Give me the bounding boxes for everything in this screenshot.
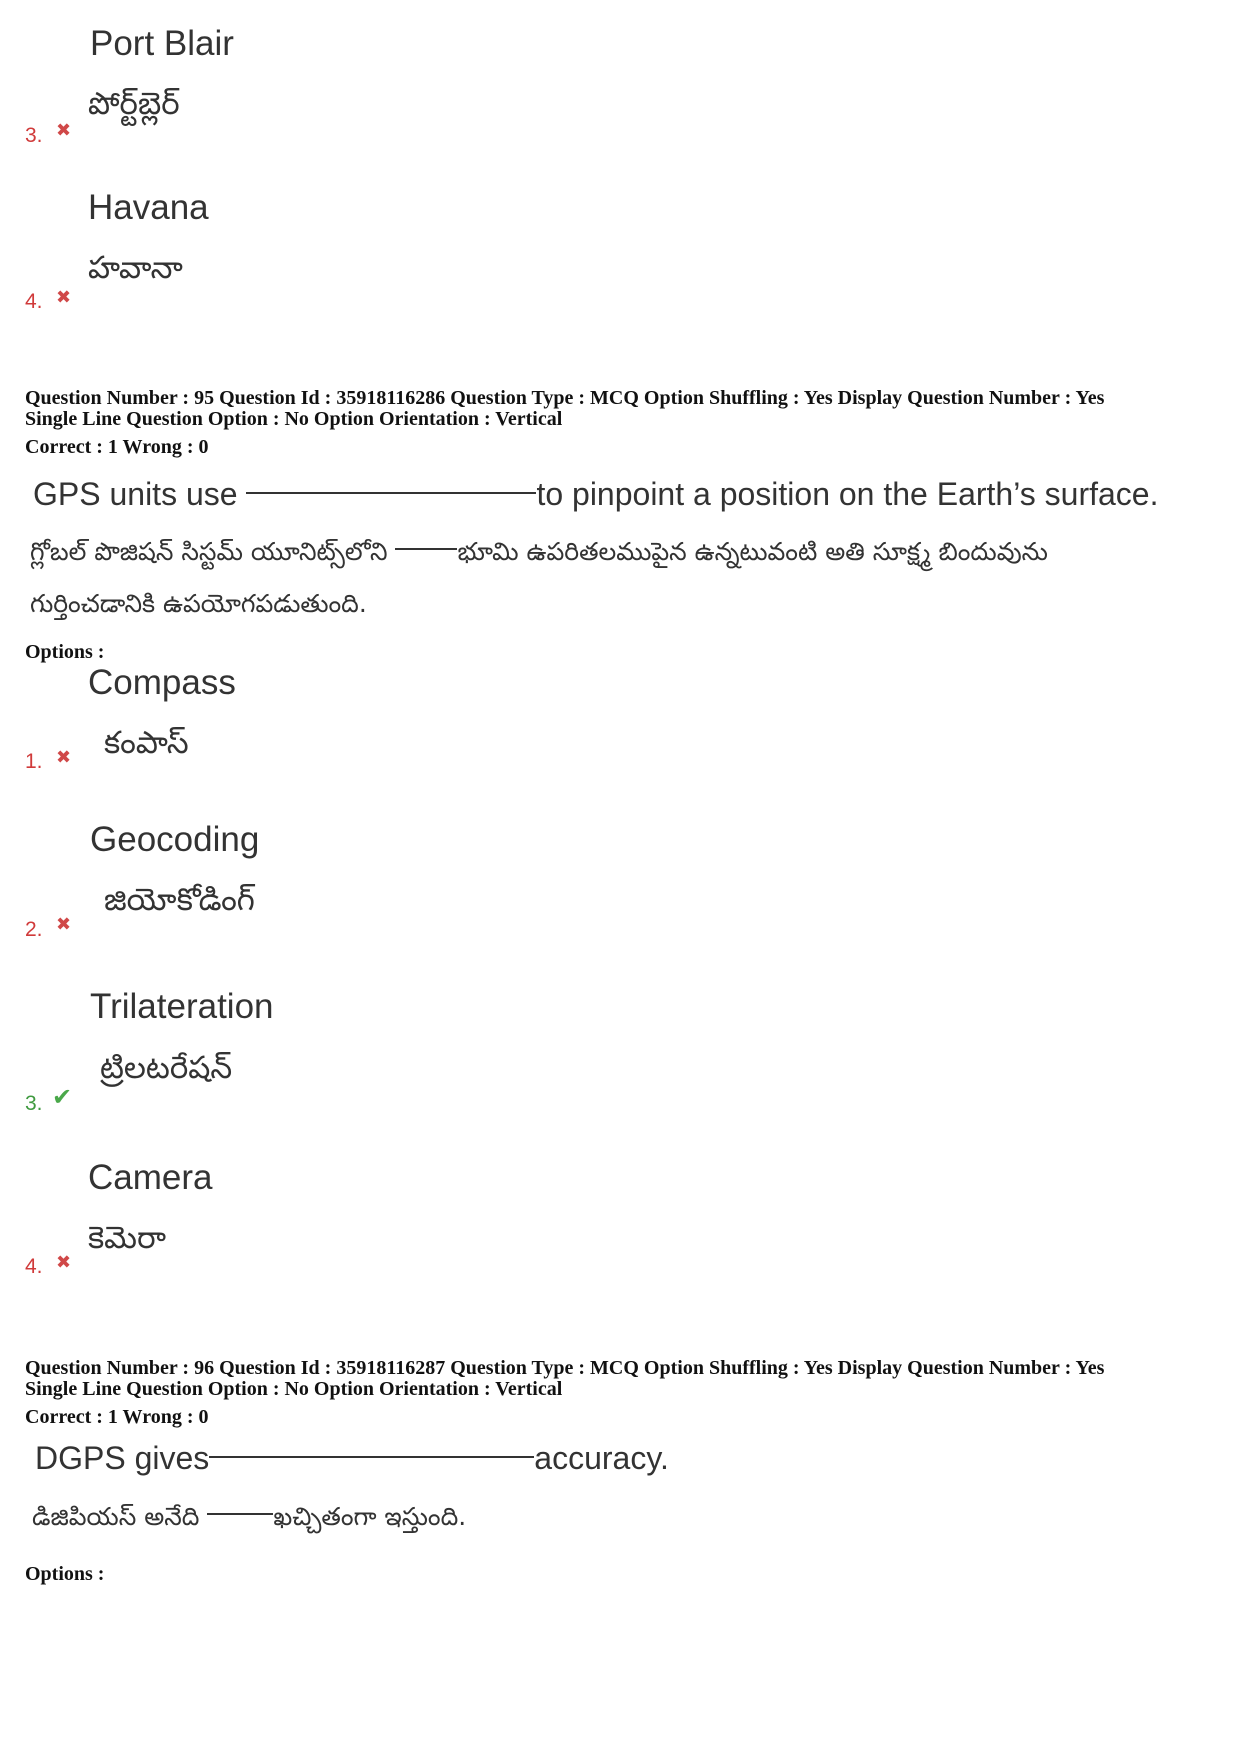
question-text-part: GPS units use: [33, 476, 247, 512]
question-text-telugu: గుర్తించడానికి ఉపయోగపడుతుంది.: [30, 589, 367, 618]
answer-blank: [207, 1513, 273, 1515]
option-number: 1.: [25, 750, 43, 773]
option-english-text: Port Blair: [90, 24, 234, 63]
question-text-part: ఖచ్చితంగా ఇస్తుంది.: [273, 1502, 467, 1531]
question-text-english: [35, 1440, 669, 1477]
option-english-text: Geocoding: [90, 820, 260, 859]
option-number: 4.: [25, 290, 43, 313]
question-text-telugu: [32, 1502, 466, 1538]
question-text-part: డిజిపియస్ అనేది: [32, 1502, 208, 1531]
option-number: 3.: [25, 1092, 43, 1115]
option-english-text: Trilateration: [90, 987, 274, 1026]
answer-blank: [395, 548, 457, 550]
question-text-part: భూమి ఉపరితలముపైన ఉన్నటువంటి అతి సూక్ష్మ బిందువును: [457, 537, 1048, 566]
option-number: 2.: [25, 918, 43, 941]
question-text-part: to pinpoint a position on the Earth’s surface.: [536, 476, 1159, 512]
options-label: Options :: [25, 641, 105, 663]
wrong-mark-icon: ✖: [56, 120, 72, 141]
question-text-part: DGPS gives: [35, 1440, 210, 1476]
question-meta-line: Question Number : 95 Question Id : 35918116286 Question Type : MCQ Option Shuffling : Yes Display Question Number : Yes: [25, 387, 1105, 409]
option-english-text: Havana: [88, 188, 209, 227]
answer-blank: [246, 492, 536, 494]
option-telugu-text: ట్రిలటరేషన్: [100, 1050, 233, 1086]
question-meta-line: Single Line Question Option : No Option Orientation : Vertical: [25, 1378, 563, 1400]
option-telugu-text: పోర్ట్‌బ్లెర్: [88, 86, 180, 122]
question-meta-line: Single Line Question Option : No Option Orientation : Vertical: [25, 408, 563, 430]
option-number: 4.: [25, 1255, 43, 1278]
answer-blank: [209, 1456, 534, 1458]
option-telugu-text: కంపాస్: [104, 725, 189, 761]
wrong-mark-icon: ✖: [56, 747, 72, 768]
options-label: Options :: [25, 1563, 105, 1585]
question-score-line: Correct : 1 Wrong : 0: [25, 1406, 209, 1428]
question-text-english: [33, 476, 1158, 513]
option-number: 3.: [25, 124, 43, 147]
check-mark-icon: ✔: [52, 1083, 73, 1111]
wrong-mark-icon: ✖: [56, 287, 72, 308]
option-telugu-text: జియోకోడింగ్: [104, 882, 255, 918]
wrong-mark-icon: ✖: [56, 1252, 72, 1273]
option-telugu-text: హవానా: [88, 250, 183, 286]
question-text-part: గ్లోబల్ పొజిషన్ సిస్టమ్ యూనిట్స్‌లోని: [30, 537, 396, 566]
question-meta-line: Question Number : 96 Question Id : 35918116287 Question Type : MCQ Option Shuffling : Yes Display Question Number : Yes: [25, 1357, 1105, 1379]
question-text-part: accuracy.: [534, 1440, 669, 1476]
option-english-text: Compass: [88, 663, 236, 702]
option-english-text: Camera: [88, 1158, 213, 1197]
option-telugu-text: కెమెరా: [88, 1220, 167, 1256]
question-text-telugu: [30, 537, 1048, 573]
question-score-line: Correct : 1 Wrong : 0: [25, 436, 209, 458]
wrong-mark-icon: ✖: [56, 914, 72, 935]
